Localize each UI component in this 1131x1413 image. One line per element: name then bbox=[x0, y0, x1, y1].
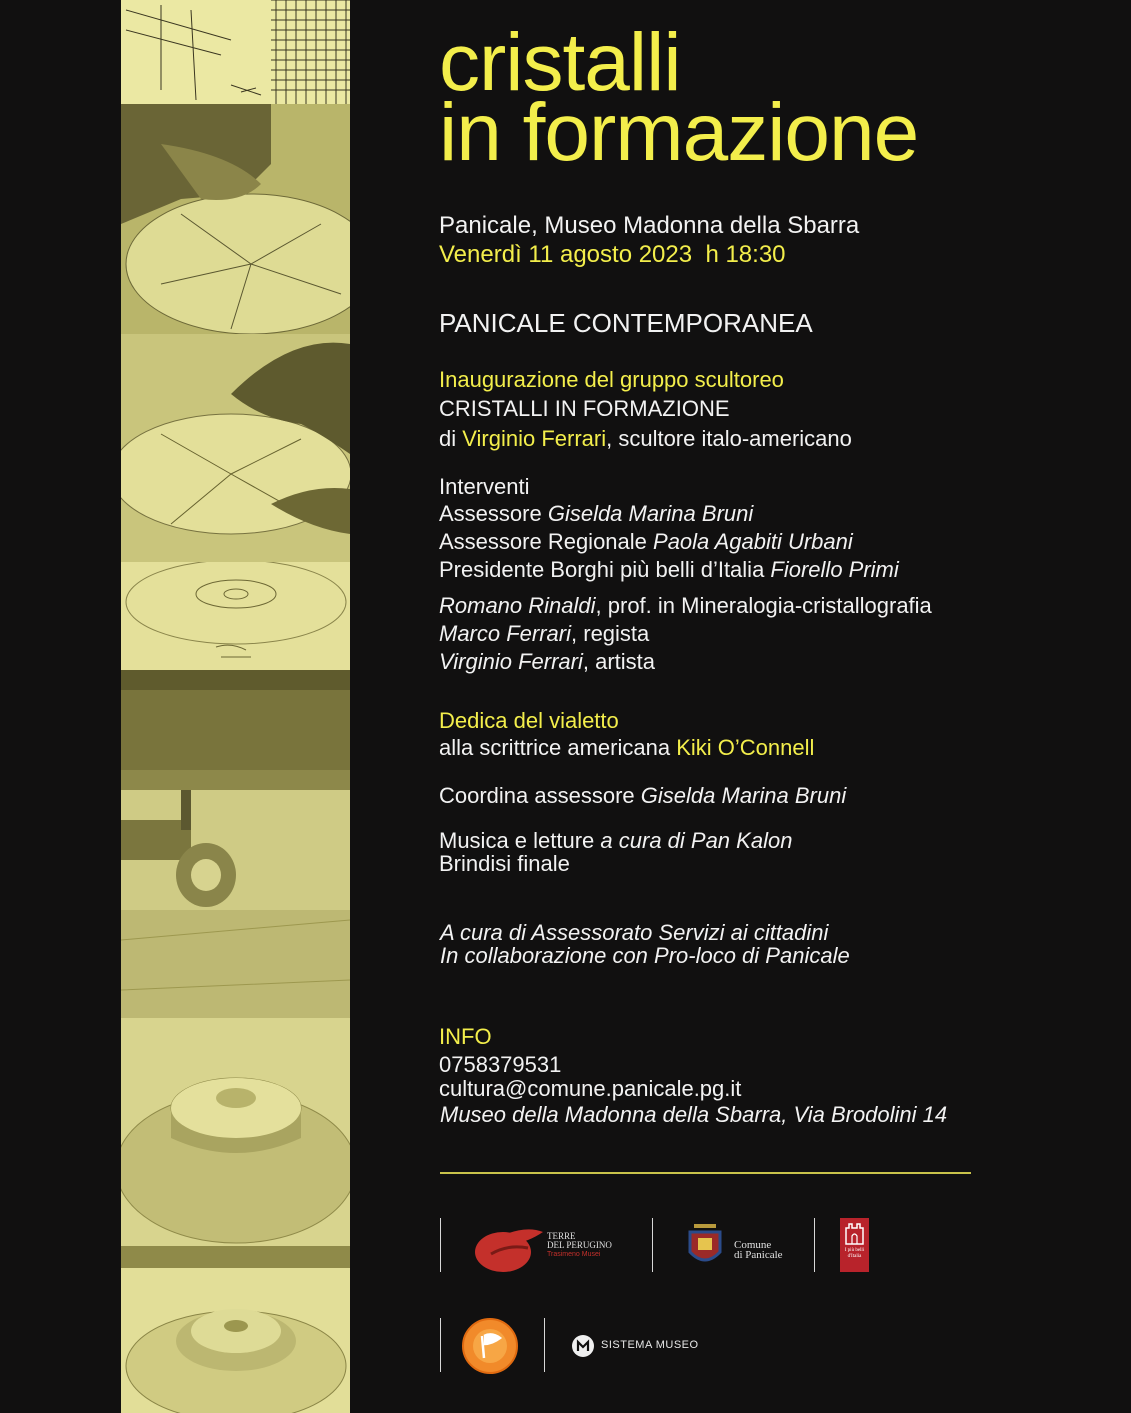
guest-description: , prof. in Mineralogia-cristallografia bbox=[595, 593, 932, 618]
logo-divider bbox=[814, 1218, 815, 1272]
disc-sculpture-photo bbox=[121, 1018, 350, 1246]
terre-del-perugino-logo bbox=[473, 1222, 633, 1274]
terre-logo-line2: DEL PERUGINO bbox=[547, 1240, 612, 1250]
terre-logo-line1: TERRE bbox=[547, 1231, 576, 1241]
logo-divider bbox=[440, 1318, 441, 1372]
coordination-line bbox=[439, 783, 846, 809]
guest-name: Marco Ferrari bbox=[439, 621, 572, 646]
speaker-role: Assessore Regionale bbox=[439, 529, 654, 554]
artist-description: , scultore italo-americano bbox=[606, 426, 852, 451]
sistema-museo-text: SISTEMA MUSEO bbox=[601, 1339, 699, 1351]
guest-description: , artista bbox=[582, 649, 655, 674]
info-address: Museo della Madonna della Sbarra, Via Brodolini 14 bbox=[440, 1102, 948, 1127]
stepped-disc-photo bbox=[121, 1246, 350, 1413]
title-line-2: in formazione bbox=[439, 87, 919, 178]
speaker-row bbox=[439, 529, 853, 555]
event-date: Venerdì 11 agosto 2023 h 18:30 bbox=[439, 241, 786, 268]
coordination-prefix: Coordina assessore bbox=[439, 783, 641, 808]
venue: Panicale, Museo Madonna della Sbarra bbox=[439, 212, 860, 239]
stone-edge-photo bbox=[121, 670, 350, 790]
coordination-name: Giselda Marina Bruni bbox=[640, 783, 847, 808]
comune-logo-line2: di Panicale bbox=[734, 1249, 783, 1261]
info-heading: INFO bbox=[439, 1024, 492, 1049]
series-title: PANICALE CONTEMPORANEA bbox=[439, 308, 813, 338]
artist-line bbox=[439, 426, 852, 452]
logo-divider bbox=[440, 1218, 441, 1272]
credits-line-2: In collaborazione con Pro-loco di Panicale bbox=[440, 943, 850, 968]
speaker-name: Giselda Marina Bruni bbox=[547, 501, 754, 526]
comune-logo-line1: Comune bbox=[734, 1239, 772, 1251]
borghi-logo-text: I più belli d'Italia bbox=[844, 1248, 865, 1259]
music-prefix: Musica e letture bbox=[439, 828, 601, 853]
speaker-name: Paola Agabiti Urbani bbox=[653, 529, 853, 554]
speaker-row bbox=[439, 557, 899, 583]
title-line-1: cristalli bbox=[439, 17, 681, 108]
guest-row bbox=[439, 593, 932, 619]
borghi-piu-belli-logo bbox=[840, 1218, 869, 1272]
photo-strip bbox=[121, 0, 350, 1413]
dedication-line bbox=[439, 735, 814, 761]
grinder-photo bbox=[121, 790, 350, 1018]
sistema-museo-icon bbox=[571, 1334, 595, 1358]
music-curator: a cura di Pan Kalon bbox=[600, 828, 793, 853]
hand-drawing-photo bbox=[121, 104, 350, 334]
divider-line bbox=[440, 1172, 971, 1174]
bandiera-arancione-logo bbox=[462, 1318, 518, 1374]
guest-description: , regista bbox=[571, 621, 650, 646]
dedication-label: Dedica del vialetto bbox=[439, 708, 619, 733]
dedication-prefix: alla scrittrice americana bbox=[439, 735, 677, 760]
credits-line-1: A cura di Assessorato Servizi ai cittadini bbox=[440, 920, 829, 945]
sketch-photo bbox=[121, 0, 350, 104]
speaker-row bbox=[439, 501, 753, 527]
poster-title bbox=[439, 17, 919, 178]
speeches-heading: Interventi bbox=[439, 474, 530, 499]
artist-prefix: di bbox=[439, 426, 463, 451]
info-email[interactable]: cultura@comune.panicale.pg.it bbox=[439, 1076, 742, 1101]
spiral-disc-photo bbox=[121, 562, 350, 670]
speaker-role: Presidente Borghi più belli d’Italia bbox=[439, 557, 771, 582]
logo-divider bbox=[652, 1218, 653, 1272]
guest-name: Virginio Ferrari bbox=[439, 649, 583, 674]
speaker-role: Assessore bbox=[439, 501, 548, 526]
artist-name: Virginio Ferrari bbox=[462, 426, 607, 451]
terre-logo-icon bbox=[473, 1222, 545, 1274]
logo-divider bbox=[544, 1318, 545, 1372]
hand-spiral-photo bbox=[121, 334, 350, 562]
guest-row bbox=[439, 649, 655, 675]
castle-icon bbox=[840, 1220, 869, 1246]
info-phone[interactable]: 0758379531 bbox=[439, 1052, 562, 1077]
closing-toast: Brindisi finale bbox=[439, 851, 570, 876]
speaker-name: Fiorello Primi bbox=[770, 557, 899, 582]
coat-of-arms-icon bbox=[686, 1220, 724, 1270]
terre-logo-line3: Trasimeno Musei bbox=[547, 1251, 601, 1258]
inauguration-label: Inaugurazione del gruppo scultoreo bbox=[439, 367, 784, 392]
guest-name: Romano Rinaldi bbox=[439, 593, 596, 618]
comune-panicale-logo bbox=[686, 1220, 806, 1270]
guest-row bbox=[439, 621, 649, 647]
dedication-name: Kiki O’Connell bbox=[676, 735, 815, 760]
work-title: CRISTALLI IN FORMAZIONE bbox=[439, 396, 730, 421]
orange-flag-icon bbox=[462, 1318, 518, 1374]
